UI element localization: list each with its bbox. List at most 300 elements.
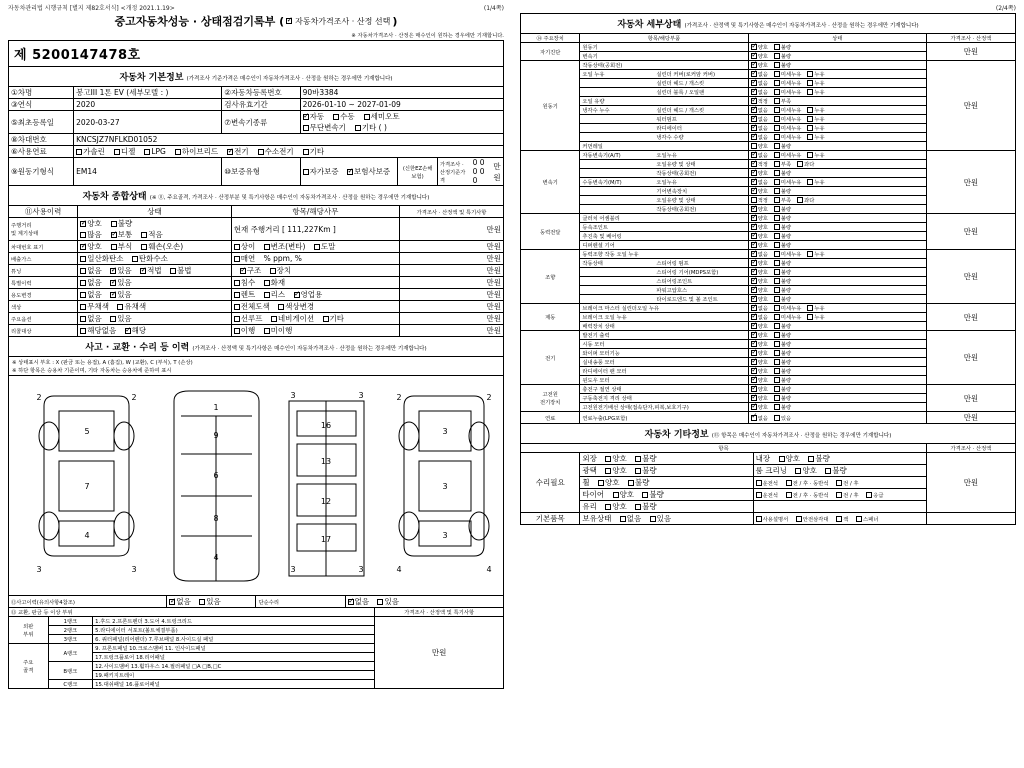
- mileage-bad-checkbox[interactable]: [111, 221, 117, 227]
- g1-r8-none-checkbox-first[interactable]: [751, 134, 757, 140]
- g1-r9-bad-checkbox[interactable]: [774, 143, 780, 149]
- g2-r2-bad-checkbox[interactable]: [774, 170, 780, 176]
- detail-item-0-0: 원동기: [580, 43, 748, 52]
- mileage-good-checkbox[interactable]: [80, 221, 86, 227]
- g2-r1-low-checkbox[interactable]: [774, 161, 780, 167]
- row-label-firstreg: ⑤최초등록일: [9, 111, 74, 134]
- price-base-label: 가격조사 · 산정기준가격: [439, 161, 466, 184]
- other-exterior-cell: 외장 양호 불량: [580, 453, 753, 465]
- overall-row-special: [9, 277, 504, 289]
- price-base-value: 0 0 0 0 0: [472, 158, 485, 185]
- g2-r1-low-checkbox-label: 부족: [780, 162, 792, 168]
- frame-rank-b: B랭크: [48, 662, 93, 680]
- detail-price-6: 만원: [926, 331, 1015, 385]
- g6-r2-bad-checkbox[interactable]: [774, 350, 780, 356]
- svg-text:3: 3: [358, 391, 364, 400]
- other-polish-label: 광택: [582, 466, 597, 475]
- g4-r3-good-checkbox-first-label: 양호: [757, 279, 768, 285]
- other-col-price: 가격조사 · 산정액: [926, 444, 1015, 453]
- recall-done-checkbox[interactable]: [234, 328, 240, 334]
- wheel-driver-fr-checkbox[interactable]: [786, 480, 792, 486]
- detail-group-7: 고전원 전기장치: [521, 385, 580, 412]
- emission-hc-checkbox[interactable]: [132, 256, 138, 262]
- options-other-checkbox[interactable]: [323, 316, 329, 322]
- exterior-good-checkbox[interactable]: [605, 456, 611, 462]
- mileage-few-checkbox[interactable]: [141, 232, 147, 238]
- price-base-cell: [437, 158, 503, 186]
- other-row-exterior: [521, 453, 1016, 465]
- accident-history-table: [8, 336, 504, 376]
- g1-r7-leak-checkbox[interactable]: [807, 125, 813, 131]
- g2-r0-minor-checkbox[interactable]: [774, 152, 780, 158]
- wheel-bad-checkbox[interactable]: [628, 480, 634, 486]
- g1-r5-leak-checkbox[interactable]: [807, 107, 813, 113]
- frame-rank-c: C랭크: [48, 680, 93, 689]
- g6-r4-bad-checkbox[interactable]: [774, 368, 780, 374]
- options-yes-checkbox[interactable]: [110, 316, 116, 322]
- usage-commercial-checkbox[interactable]: [294, 292, 300, 298]
- g1-r8-leak-checkbox[interactable]: [807, 134, 813, 140]
- g1-r1-minor-checkbox-label: 미세누유: [780, 72, 802, 78]
- tx-manual-checkbox[interactable]: [333, 114, 339, 120]
- detail-group-2: 변속기: [521, 151, 580, 214]
- guarantee-insurance-checkbox[interactable]: [347, 169, 353, 175]
- other-wheel-label: 휠: [582, 478, 590, 487]
- g1-r1-none-checkbox-first-label: 없음: [757, 72, 768, 78]
- accident-legend-cell: [9, 357, 504, 376]
- overall-row-tuning: [9, 265, 504, 277]
- detail-item-1-7: 라디에이터: [580, 124, 748, 133]
- g3-r0-good-checkbox-first-label: 양호: [757, 216, 768, 222]
- other-cleaning-label: 룸 크리닝: [755, 466, 788, 475]
- g7-r2-good-checkbox-first[interactable]: [751, 404, 757, 410]
- usage-yes-checkbox[interactable]: [110, 292, 116, 298]
- g1-r4-low-checkbox[interactable]: [774, 98, 780, 104]
- usage-rent-checkbox[interactable]: [234, 292, 240, 298]
- g1-r3-minor-checkbox[interactable]: [774, 89, 780, 95]
- wheel-driver-checkbox[interactable]: [756, 480, 762, 486]
- manual-checkbox[interactable]: [756, 516, 762, 522]
- fuel-electric-checkbox[interactable]: [227, 149, 233, 155]
- g3-r0-bad-checkbox[interactable]: [774, 215, 780, 221]
- svg-text:9: 9: [213, 431, 219, 440]
- detail-price-7: 만원: [926, 385, 1015, 412]
- g1-r6-leak-checkbox[interactable]: [807, 116, 813, 122]
- detail-state-1-8: [748, 133, 926, 142]
- frame-rank-b-parts-1: 12.사이드맴버 13.휠하우스 14.필러패널 □A □B,□C: [93, 662, 375, 671]
- recall-na-checkbox[interactable]: [80, 328, 86, 334]
- g0-r1-good-checkbox-first-label: 양호: [757, 54, 768, 60]
- g6-r5-bad-checkbox[interactable]: [774, 377, 780, 383]
- g2-r1-over-checkbox[interactable]: [797, 161, 803, 167]
- g2-r2-bad-checkbox-label: 불량: [780, 171, 792, 177]
- g7-r2-bad-checkbox[interactable]: [774, 404, 780, 410]
- other-row-basic-items: [521, 513, 1016, 525]
- tuning-illegal-checkbox[interactable]: [170, 268, 176, 274]
- g2-r4-good-checkbox-first[interactable]: [751, 188, 757, 194]
- svg-text:3: 3: [290, 391, 296, 400]
- basic-none-checkbox[interactable]: [620, 516, 626, 522]
- g1-r6-minor-checkbox[interactable]: [774, 116, 780, 122]
- g3-r2-bad-checkbox[interactable]: [774, 233, 780, 239]
- vin-good-checkbox[interactable]: [80, 244, 86, 250]
- price-base-unit: 만원: [493, 161, 501, 182]
- detail-row: [521, 412, 1016, 424]
- row-label-guarantee: ⑩보증유형: [222, 158, 300, 186]
- tx-other-checkbox[interactable]: [355, 125, 361, 131]
- mileage-many-checkbox[interactable]: [80, 232, 86, 238]
- fuel-gasoline-label: 가솔린: [83, 147, 105, 156]
- tuning-device-checkbox[interactable]: [270, 268, 276, 274]
- tire-pass-fr-checkbox[interactable]: [836, 492, 842, 498]
- parts-section-label: ⑬ 교환, 판금 등 이상 부위: [9, 608, 375, 617]
- special-none-checkbox[interactable]: [80, 280, 86, 286]
- options-none-checkbox[interactable]: [80, 316, 86, 322]
- g1-r1-leak-checkbox[interactable]: [807, 71, 813, 77]
- fuel-other-label: 기타: [309, 147, 325, 156]
- g1-r5-minor-checkbox[interactable]: [774, 107, 780, 113]
- detail-item-2-3: 수동변속기(M/T) 오일누유: [580, 178, 748, 187]
- detail-state-0-1: [748, 52, 926, 61]
- g4-r0-leak-checkbox[interactable]: [807, 251, 813, 257]
- exterior-bad-checkbox[interactable]: [635, 456, 641, 462]
- wheel-good-checkbox[interactable]: [598, 480, 604, 486]
- detail-item-6-2: 와이퍼 모터기능: [580, 349, 748, 358]
- frame-parts-label: 주요 골격: [9, 644, 49, 689]
- detail-group-4: 조향: [521, 250, 580, 304]
- tire-bad-checkbox[interactable]: [642, 492, 648, 498]
- tx-semiauto-label: 세미오토: [370, 112, 400, 121]
- accident-yes-checkbox[interactable]: [199, 599, 205, 605]
- overall-title: 자동차 종합상태 (※ ⑪, 주요골격, 가격조사 · 산정부분 및 특기사항은 매수인이 자동차가격조사 · 산정을 원하는 경우에만 기재합니다): [9, 186, 504, 206]
- detail-state-6-5: [748, 376, 926, 385]
- vin-erased-checkbox[interactable]: [314, 244, 320, 250]
- g0-r1-bad-checkbox[interactable]: [774, 53, 780, 59]
- g3-r3-bad-checkbox-label: 불량: [780, 243, 792, 249]
- accident-title: 사고 · 교환 · 수리 등 이력 (가격조사 · 산정액 및 특기사항은 매수인이 자동차가격조사 · 산정을 원하는 경우에만 기재합니다): [9, 337, 504, 357]
- g4-r2-bad-checkbox-label: 불량: [780, 270, 792, 276]
- g1-r3-leak-checkbox[interactable]: [807, 89, 813, 95]
- accident-q-label: ⑫사고이력(유의사항4참조): [9, 596, 167, 608]
- usage-none-checkbox[interactable]: [80, 292, 86, 298]
- g1-r8-minor-checkbox[interactable]: [774, 134, 780, 140]
- g1-r2-leak-checkbox[interactable]: [807, 80, 813, 86]
- g3-r0-bad-checkbox-label: 불량: [780, 216, 792, 222]
- g4-r3-bad-checkbox-label: 불량: [780, 279, 792, 285]
- fuel-other-checkbox[interactable]: [303, 149, 309, 155]
- svg-text:8: 8: [213, 514, 219, 523]
- detail-state-3-0: [748, 214, 926, 223]
- svg-text:3: 3: [290, 565, 296, 574]
- interior-good-checkbox[interactable]: [779, 456, 785, 462]
- detail-state-2-5: [748, 196, 926, 205]
- other-cleaning-cell: 룸 크리닝 양호 불량: [753, 465, 926, 477]
- overall-row-vin: [9, 241, 504, 253]
- spanner-checkbox[interactable]: [856, 516, 862, 522]
- detail-group-5: 제동: [521, 304, 580, 331]
- fuel-hybrid-checkbox[interactable]: [175, 149, 181, 155]
- detail-row: [521, 331, 1016, 340]
- g8-r0-yes-checkbox[interactable]: [774, 415, 780, 421]
- g1-r0-bad-checkbox[interactable]: [774, 62, 780, 68]
- overall-col-state: 상태: [78, 206, 231, 218]
- tx-other-label: 기타 ( ): [361, 123, 387, 132]
- g4-r4-bad-checkbox-label: 불량: [780, 288, 792, 294]
- outer-rank-3: 3랭크: [48, 635, 93, 644]
- g4-r4-bad-checkbox[interactable]: [774, 287, 780, 293]
- overall-row-mileage: [9, 218, 504, 241]
- special-flood-checkbox[interactable]: [234, 280, 240, 286]
- overall-row-usage: [9, 289, 504, 301]
- other-info-table: [520, 423, 1016, 525]
- g1-r7-none-checkbox-first-label: 없음: [757, 126, 768, 132]
- g1-r2-minor-checkbox[interactable]: [774, 80, 780, 86]
- detail-state-1-9: [748, 142, 926, 151]
- detail-state-2-2: [748, 169, 926, 178]
- svg-text:3: 3: [442, 531, 448, 540]
- overall-state-options: 없음 있음: [78, 313, 231, 325]
- row-label-carname: ①차명: [9, 87, 74, 99]
- polish-good-checkbox[interactable]: [605, 468, 611, 474]
- g5-r2-bad-checkbox-label: 불량: [780, 324, 792, 330]
- simple-none-checkbox[interactable]: [348, 599, 354, 605]
- tuning-structure-checkbox[interactable]: [240, 268, 246, 274]
- recall-notdone-checkbox[interactable]: [264, 328, 270, 334]
- g5-r2-good-checkbox-first-label: 양호: [757, 324, 768, 330]
- vin-corrosion-checkbox[interactable]: [111, 244, 117, 250]
- glass-bad-checkbox[interactable]: [635, 504, 641, 510]
- g4-r2-good-checkbox-first-label: 양호: [757, 270, 768, 276]
- fuel-gasoline-checkbox[interactable]: [76, 149, 82, 155]
- g1-r8-leak-checkbox-label: 누유: [814, 135, 825, 141]
- g4-r3-bad-checkbox[interactable]: [774, 278, 780, 284]
- row-value-engine: EM14: [74, 158, 222, 186]
- g4-r5-bad-checkbox[interactable]: [774, 296, 780, 302]
- g6-r0-bad-checkbox[interactable]: [774, 332, 780, 338]
- detail-price-4: 만원: [926, 250, 1015, 304]
- row-value-inspection: 2026-01-10 ~ 2027-01-09: [300, 99, 503, 111]
- g1-r6-none-checkbox-first-label: 없음: [757, 117, 768, 123]
- basic-info-subtitle: (가격조사 기준가격은 매수인이 자동차가격조사 · 산정을 원하는 경우에만 기재합니다): [186, 76, 393, 82]
- detail-state-0-0: [748, 43, 926, 52]
- g3-r1-bad-checkbox[interactable]: [774, 224, 780, 230]
- vin-altered-checkbox[interactable]: [264, 244, 270, 250]
- svg-text:12: 12: [320, 497, 332, 506]
- detail-row: [521, 61, 1016, 70]
- g3-r3-bad-checkbox[interactable]: [774, 242, 780, 248]
- detail-state-2-1: [748, 160, 926, 169]
- options-sunroof-checkbox[interactable]: [234, 316, 240, 322]
- detail-row: [521, 250, 1016, 259]
- car-damage-diagram: [8, 376, 504, 596]
- g6-r3-bad-checkbox[interactable]: [774, 359, 780, 365]
- recall-yes-checkbox[interactable]: [125, 328, 131, 334]
- svg-text:3: 3: [131, 565, 137, 574]
- row-label-year: ③연식: [9, 99, 74, 111]
- svg-text:6: 6: [213, 471, 219, 480]
- g6-r1-bad-checkbox[interactable]: [774, 341, 780, 347]
- color-full-repaint-checkbox[interactable]: [234, 304, 240, 310]
- g2-r3-leak-checkbox[interactable]: [807, 179, 813, 185]
- detail-state-6-2: [748, 349, 926, 358]
- g1-r1-minor-checkbox[interactable]: [774, 71, 780, 77]
- g7-r0-bad-checkbox[interactable]: [774, 386, 780, 392]
- overall-item-color: 색상: [9, 301, 78, 313]
- interior-bad-checkbox[interactable]: [808, 456, 814, 462]
- detail-item-6-0: 발전기 출력: [580, 331, 748, 340]
- svg-text:4: 4: [486, 565, 492, 574]
- title-checkbox-label: 자동차가격조사 · 산정 선택: [295, 16, 391, 26]
- detail-item-1-4: 오일 유량: [580, 97, 748, 106]
- tire-good-checkbox[interactable]: [613, 492, 619, 498]
- g1-r2-leak-checkbox-label: 누유: [814, 81, 825, 87]
- fuel-lpg-checkbox[interactable]: [144, 149, 150, 155]
- tire-spare-checkbox[interactable]: [866, 492, 872, 498]
- tire-driver-checkbox[interactable]: [756, 492, 762, 498]
- tuning-legal-checkbox[interactable]: [140, 268, 146, 274]
- emission-values: % ppm, %: [263, 254, 302, 263]
- page-1-header: [0, 0, 512, 13]
- overall-state-usage: 없음 ✓ 있음: [78, 289, 231, 301]
- svg-text:3: 3: [442, 482, 448, 491]
- detail-state-4-2: [748, 268, 926, 277]
- overall-state-table: [8, 185, 504, 337]
- g5-r0-minor-checkbox[interactable]: [774, 305, 780, 311]
- g8-r0-none-checkbox-first[interactable]: [751, 415, 757, 421]
- vin-damage-checkbox[interactable]: [141, 244, 147, 250]
- g4-r2-bad-checkbox[interactable]: [774, 269, 780, 275]
- color-change-checkbox[interactable]: [278, 304, 284, 310]
- detail-item-1-3: 실린더 블록 / 오일팬: [580, 88, 748, 97]
- cleaning-bad-checkbox[interactable]: [825, 468, 831, 474]
- usage-lease-checkbox[interactable]: [264, 292, 270, 298]
- emission-co-checkbox[interactable]: [80, 256, 86, 262]
- doc-number-table: [8, 40, 504, 67]
- color-achromatic-checkbox[interactable]: [80, 304, 86, 310]
- jack-checkbox[interactable]: [836, 516, 842, 522]
- svg-text:4: 4: [213, 553, 219, 562]
- overall-price-mileage: 만원: [400, 218, 504, 241]
- g2-r5-low-checkbox[interactable]: [774, 197, 780, 203]
- fuel-diesel-checkbox[interactable]: [114, 149, 120, 155]
- svg-text:2: 2: [486, 393, 492, 402]
- g5-r0-leak-checkbox[interactable]: [807, 305, 813, 311]
- row-label-plate: ②자동차등록번호: [222, 87, 300, 99]
- vin-diff-checkbox[interactable]: [234, 244, 240, 250]
- basic-yes-checkbox[interactable]: [650, 516, 656, 522]
- g2-r4-bad-checkbox[interactable]: [774, 188, 780, 194]
- g4-r0-minor-checkbox[interactable]: [774, 251, 780, 257]
- mileage-normal-checkbox[interactable]: [111, 232, 117, 238]
- color-chromatic-checkbox[interactable]: [117, 304, 123, 310]
- polish-bad-checkbox[interactable]: [635, 468, 641, 474]
- tuning-none-checkbox[interactable]: [80, 268, 86, 274]
- special-yes-checkbox[interactable]: [110, 280, 116, 286]
- g2-r3-minor-checkbox[interactable]: [774, 179, 780, 185]
- wheel-pass-fr-checkbox[interactable]: [836, 480, 842, 486]
- g2-r0-leak-checkbox[interactable]: [807, 152, 813, 158]
- overall-col-item: ⑪사용이력: [9, 206, 78, 218]
- tuning-yes-checkbox[interactable]: [110, 268, 116, 274]
- accident-none-checkbox[interactable]: [169, 599, 175, 605]
- cleaning-good-checkbox[interactable]: [795, 468, 801, 474]
- detail-group-0: 자기진단: [521, 43, 580, 61]
- emission-smoke-checkbox[interactable]: [234, 256, 240, 262]
- g5-r1-minor-checkbox-label: 미세누유: [780, 315, 802, 321]
- outer-rank-1-parts: 1.후드 2.프론트펜더 3.도어 4.트렁크리드: [93, 617, 375, 626]
- simple-yes-checkbox[interactable]: [377, 599, 383, 605]
- detail-item-7-0: 충전구 절연 상태: [580, 385, 748, 394]
- g7-r1-bad-checkbox-label: 불량: [780, 396, 792, 402]
- g2-r4-bad-checkbox-label: 불량: [780, 189, 792, 195]
- detail-state-4-0: [748, 250, 926, 259]
- overall-detail-recall: 이행 미이행: [231, 325, 399, 337]
- g0-r0-good-checkbox-first-label: 양호: [757, 45, 768, 51]
- g4-r0-minor-checkbox-label: 미세누유: [780, 252, 802, 258]
- tx-cvt-checkbox[interactable]: [303, 125, 309, 131]
- overall-item-mileage: 주행거리 및 계기상태: [9, 218, 78, 241]
- detail-item-6-4: 라디에이터 팬 모터: [580, 367, 748, 376]
- g2-r5-over-checkbox[interactable]: [797, 197, 803, 203]
- g2-r1-over-checkbox-label: 과다: [804, 162, 815, 168]
- detail-price-8: 만원: [926, 412, 1015, 424]
- options-nav-checkbox[interactable]: [271, 316, 277, 322]
- detail-item-3-3: 디퍼렌셜 기어: [580, 241, 748, 250]
- detail-row: [521, 304, 1016, 313]
- svg-text:1: 1: [213, 403, 219, 412]
- detail-col-main: ⑭ 주요장치: [521, 34, 580, 43]
- g5-r1-minor-checkbox[interactable]: [774, 314, 780, 320]
- g6-r4-bad-checkbox-label: 불량: [780, 369, 792, 375]
- g1-r6-leak-checkbox-label: 누유: [814, 117, 825, 123]
- tx-semiauto-checkbox[interactable]: [364, 114, 370, 120]
- title-note: ※ 자동차가격조사 · 산정은 매수인이 원하는 경우에만 기재합니다.: [351, 33, 504, 39]
- guarantee-self-checkbox[interactable]: [303, 169, 309, 175]
- tire-driver-fr-checkbox[interactable]: [786, 492, 792, 498]
- g2-r6-bad-checkbox[interactable]: [774, 206, 780, 212]
- other-interior-cell: 내장 양호 불량: [753, 453, 926, 465]
- title-checkbox[interactable]: [286, 18, 292, 24]
- g1-r7-minor-checkbox[interactable]: [774, 125, 780, 131]
- triangle-checkbox[interactable]: [796, 516, 802, 522]
- frame-rank-a: A랭크: [48, 644, 93, 662]
- g5-r1-leak-checkbox[interactable]: [807, 314, 813, 320]
- page-2-sheet: [520, 13, 1016, 525]
- repair-needed-label: 수리필요: [521, 453, 580, 513]
- guarantee-self-label: 자가보증: [309, 167, 339, 176]
- overall-state-emission: 일산화탄소 탄화수소: [78, 253, 231, 265]
- g5-r0-leak-checkbox-label: 누유: [814, 306, 825, 312]
- tx-auto-checkbox[interactable]: [303, 114, 309, 120]
- row-value-guarantee: [300, 158, 398, 186]
- g3-r2-good-checkbox-first-label: 양호: [757, 234, 768, 240]
- special-fire-checkbox[interactable]: [264, 280, 270, 286]
- glass-good-checkbox[interactable]: [605, 504, 611, 510]
- outer-rank-2-parts: 5.라디에이터 서포트(볼트체결부품): [93, 626, 375, 635]
- g4-r5-good-checkbox-first-label: 양호: [757, 297, 768, 303]
- detail-row: [521, 43, 1016, 52]
- g5-r2-bad-checkbox[interactable]: [774, 323, 780, 329]
- fuel-hydrogen-checkbox[interactable]: [258, 149, 264, 155]
- basic-items-price: [926, 513, 1015, 525]
- g0-r0-bad-checkbox[interactable]: [774, 44, 780, 50]
- detail-item-7-2: 고전원전기배선 상태(접속단자,피복,보호기구): [580, 403, 748, 412]
- g6-r3-good-checkbox-first-label: 양호: [757, 360, 768, 366]
- g7-r1-bad-checkbox[interactable]: [774, 395, 780, 401]
- g6-r2-good-checkbox-first-label: 양호: [757, 351, 768, 357]
- g4-r1-bad-checkbox[interactable]: [774, 260, 780, 266]
- g2-r2-good-checkbox-first-label: 양호: [757, 171, 768, 177]
